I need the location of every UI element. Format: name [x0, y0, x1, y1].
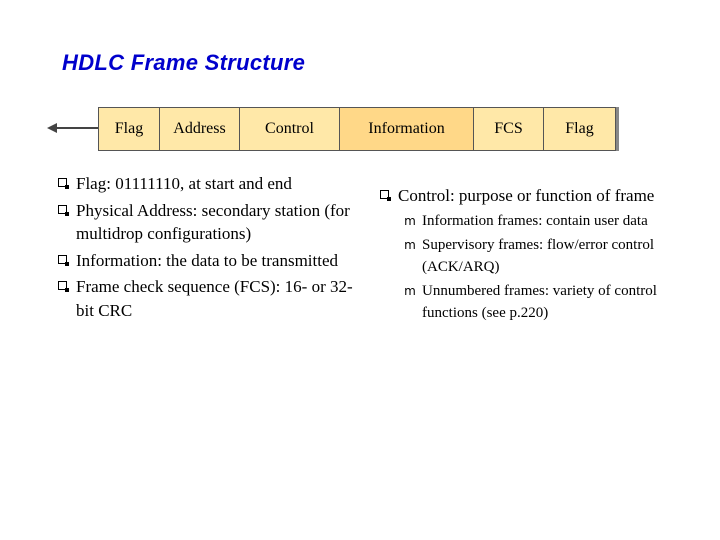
sub-bullet-icon: m [404, 283, 416, 298]
control-sub-list [398, 210, 680, 324]
sub-bullet-text: Unnumbered frames: variety of control functions (see p.220) [422, 282, 657, 321]
square-bullet-icon [380, 190, 389, 199]
frame-field-flag-start: Flag [114, 120, 144, 137]
bullet-text: Physical Address: secondary station (for multidrop configurations) [76, 200, 350, 243]
square-bullet-icon [58, 205, 67, 214]
frame-field-fcs: FCS [473, 108, 543, 150]
sub-bullet-text: Supervisory frames: flow/error control (ACK/ARQ) [422, 236, 655, 275]
bullet-text: Flag: 01111110, at start and end [76, 174, 292, 193]
bullet-text: Information: the data to be transmitted [76, 250, 339, 270]
slide-title: HDLC Frame Structure [62, 50, 306, 75]
direction-arrow-line [56, 127, 102, 129]
sub-bullet-text: Information frames: contain user data [422, 212, 648, 229]
bullet-text: Control: purpose or function of frame [398, 186, 655, 205]
left-bullet-list [58, 172, 358, 322]
frame-end-edge [616, 107, 619, 151]
sub-bullet-icon: m [404, 237, 416, 252]
right-bullet-list [380, 184, 680, 324]
sub-bullet-icon: m [404, 213, 416, 228]
bullet-address [58, 199, 358, 246]
square-bullet-icon [58, 281, 67, 290]
sub-bullet-supervisory-frames [398, 234, 680, 278]
square-bullet-icon [58, 178, 67, 187]
frame-field-information: Information [339, 108, 473, 150]
sub-bullet-information-frames [398, 210, 680, 232]
bullet-control [380, 184, 680, 324]
left-column [58, 172, 358, 325]
frame-field-control: Control [239, 108, 339, 150]
direction-arrow-head [47, 123, 57, 133]
hdlc-frame-diagram [98, 107, 616, 151]
bullet-information [58, 249, 358, 273]
frame-field-address: Address [159, 108, 239, 150]
bullet-fcs [58, 275, 358, 322]
square-bullet-icon [58, 255, 67, 264]
bullet-text: Frame check sequence (FCS): 16- or 32-bit CRC [76, 277, 353, 320]
sub-bullet-unnumbered-frames [398, 280, 680, 324]
right-column [380, 184, 680, 327]
frame-field-flag-end: Flag [543, 108, 615, 150]
bullet-flag [58, 172, 358, 196]
